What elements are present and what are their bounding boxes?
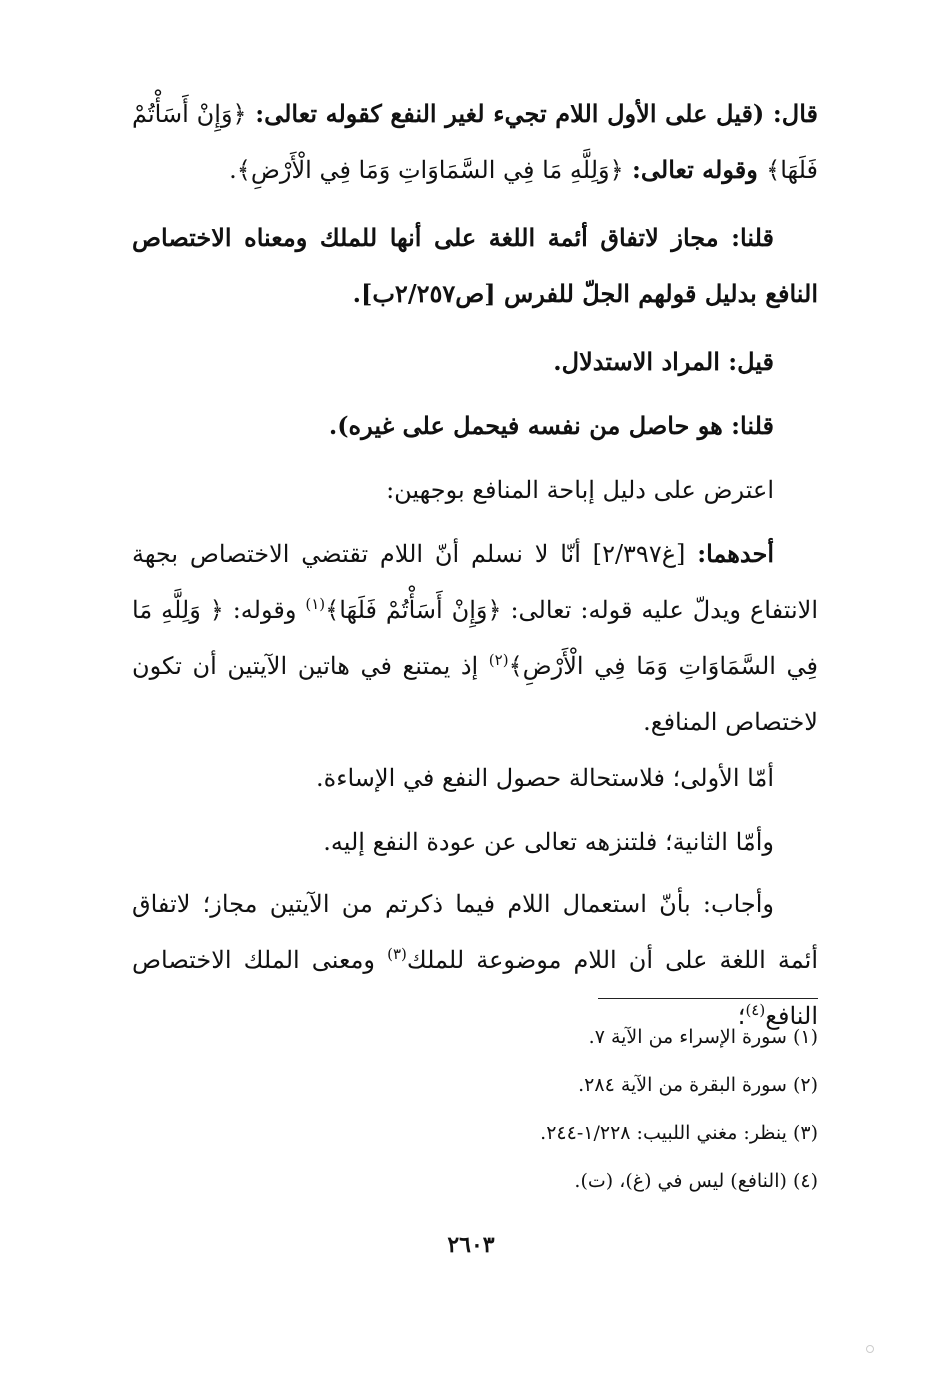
paragraph-1-bold-text: (قيل على الأول اللام تجيء لغير النفع كقوله تعالى: [246, 99, 765, 128]
paragraph-1 [132, 86, 818, 198]
footnote-separator [598, 998, 818, 999]
paragraph-6-lead: أحدهما: [697, 539, 775, 568]
paragraph-6-body-b: وقوله: ﴿ وَلِلَّهِ مَا فِي السَّمَاوَاتِ وَمَا فِي الْأَرْضِ﴾ [132, 596, 818, 680]
paragraph-3: قيل: المراد الاستدلال. [553, 347, 774, 376]
page-number: ٢٦٠٣ [447, 1232, 495, 1258]
paragraph-6 [132, 526, 818, 750]
paragraph-9-body-b: ومعنى الملك الاختصاص النافع [132, 946, 818, 1030]
paragraph-8: وأمّا الثانية؛ فلتنزهه تعالى عن عودة النفع إليه. [323, 828, 774, 856]
quran-quote-1: ﴿وَإِنْ أَسَأْتُمْ فَلَهَا﴾ [132, 100, 818, 184]
paragraph-6-body-c: إذ يمتنع في هاتين الآيتين أن تكون لاختصاص المنافع. [132, 652, 818, 736]
paragraph-4: قلنا: هو حاصل من نفسه فيحمل على غيره). [328, 411, 774, 440]
paragraph-1-end: . [229, 156, 237, 184]
footnote-ref-2[interactable]: (٢) [488, 651, 509, 669]
footnote-1: (١) سورة الإسراء من الآية ٧. [588, 1026, 818, 1048]
paragraph-6-body-a: [غ٢/٣٩٧] أنّا لا نسلم أنّ اللام تقتضي الاختصاص بجهة الانتفاع ويدلّ عليه قوله: تعالى: ﴿وَإِنْ أَسَأْتُمْ فَلَهَا﴾ [132, 540, 818, 624]
footnote-4: (٤) (النافع) ليس في (غ)، (ت). [574, 1170, 818, 1192]
footnote-ref-3[interactable]: (٣) [387, 945, 407, 963]
paragraph-1-lead: قال: [764, 99, 819, 128]
paragraph-9-body-a: وأجاب: بأنّ استعمال اللام فيما ذكرتم من الآيتين مجاز؛ لاتفاق أئمة اللغة على أن اللام موضوعة للملك [132, 890, 819, 974]
paragraph-1-mid: وقوله تعالى: [623, 155, 767, 184]
paragraph-9-body-c: ؛ [737, 1002, 746, 1030]
paragraph-7: أمّا الأولى؛ فلاستحالة حصول النفع في الإساءة. [316, 764, 774, 792]
paragraph-2: قلنا: مجاز لاتفاق أئمة اللغة على أنها للملك ومعناه الاختصاص النافع بدليل قولهم الجلّ للفرس [ص٢/٢٥٧ب]. [132, 223, 818, 308]
paragraph-5: اعترض على دليل إباحة المنافع بوجهين: [386, 476, 774, 504]
footnote-2: (٢) سورة البقرة من الآية ٢٨٤. [578, 1074, 818, 1096]
footnote-ref-4[interactable]: (٤) [745, 1001, 766, 1019]
footnote-ref-1[interactable]: (١) [305, 595, 326, 613]
footnote-3: (٣) ينظر: مغني اللبيب: ١/٢٢٨-٢٤٤. [540, 1122, 818, 1144]
scan-speck [866, 1345, 874, 1353]
paragraph-9 [132, 876, 818, 1044]
quran-quote-2: ﴿وَلِلَّهِ مَا فِي السَّمَاوَاتِ وَمَا فِي الْأَرْضِ﴾ [236, 156, 624, 184]
